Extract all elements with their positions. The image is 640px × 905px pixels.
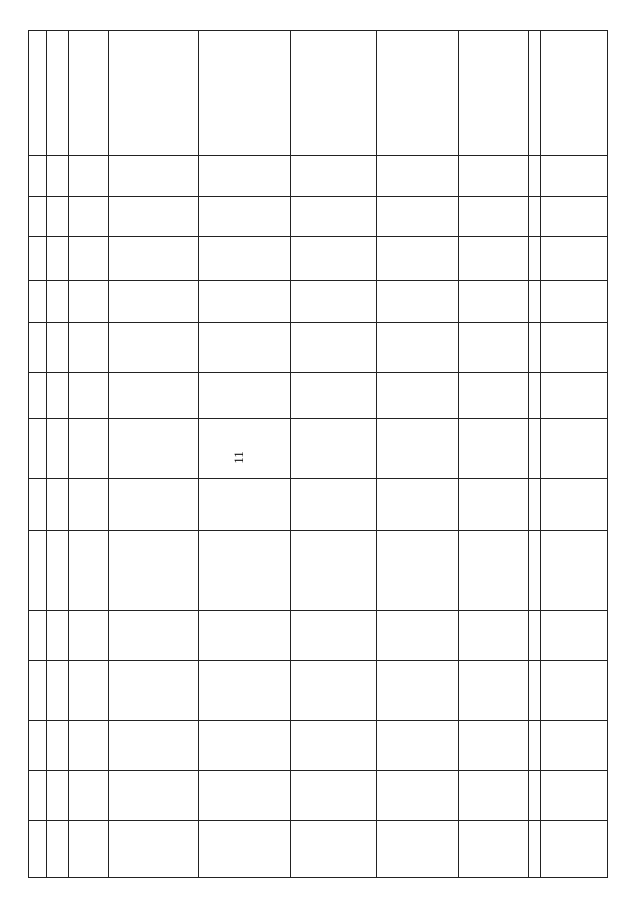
table-row-rule	[108, 30, 109, 878]
table-column-rule	[28, 478, 608, 479]
table-row-rule	[46, 30, 47, 878]
table-column-rule	[28, 660, 608, 661]
table-row-rule	[540, 30, 541, 878]
table-column-rule	[28, 372, 608, 373]
table-column-rule	[28, 322, 608, 323]
table-row-rule	[376, 30, 377, 878]
table-column-rule	[28, 610, 608, 611]
table-row-rule	[458, 30, 459, 878]
table-frame	[28, 30, 608, 878]
table-column-rule	[28, 720, 608, 721]
table-column-rule	[28, 530, 608, 531]
table-column-rule	[28, 196, 608, 197]
table-column-rule	[28, 770, 608, 771]
table-column-rule	[28, 418, 608, 419]
table-column-rule	[28, 155, 608, 156]
table-row-rule	[198, 30, 199, 878]
table-column-rule	[28, 280, 608, 281]
table-column-rule	[28, 236, 608, 237]
page-number: 11	[230, 451, 246, 464]
table-column-rule	[28, 820, 608, 821]
table-row-rule	[528, 30, 529, 878]
table-row-rule	[290, 30, 291, 878]
table-row-rule	[68, 30, 69, 878]
register-table	[28, 30, 608, 878]
